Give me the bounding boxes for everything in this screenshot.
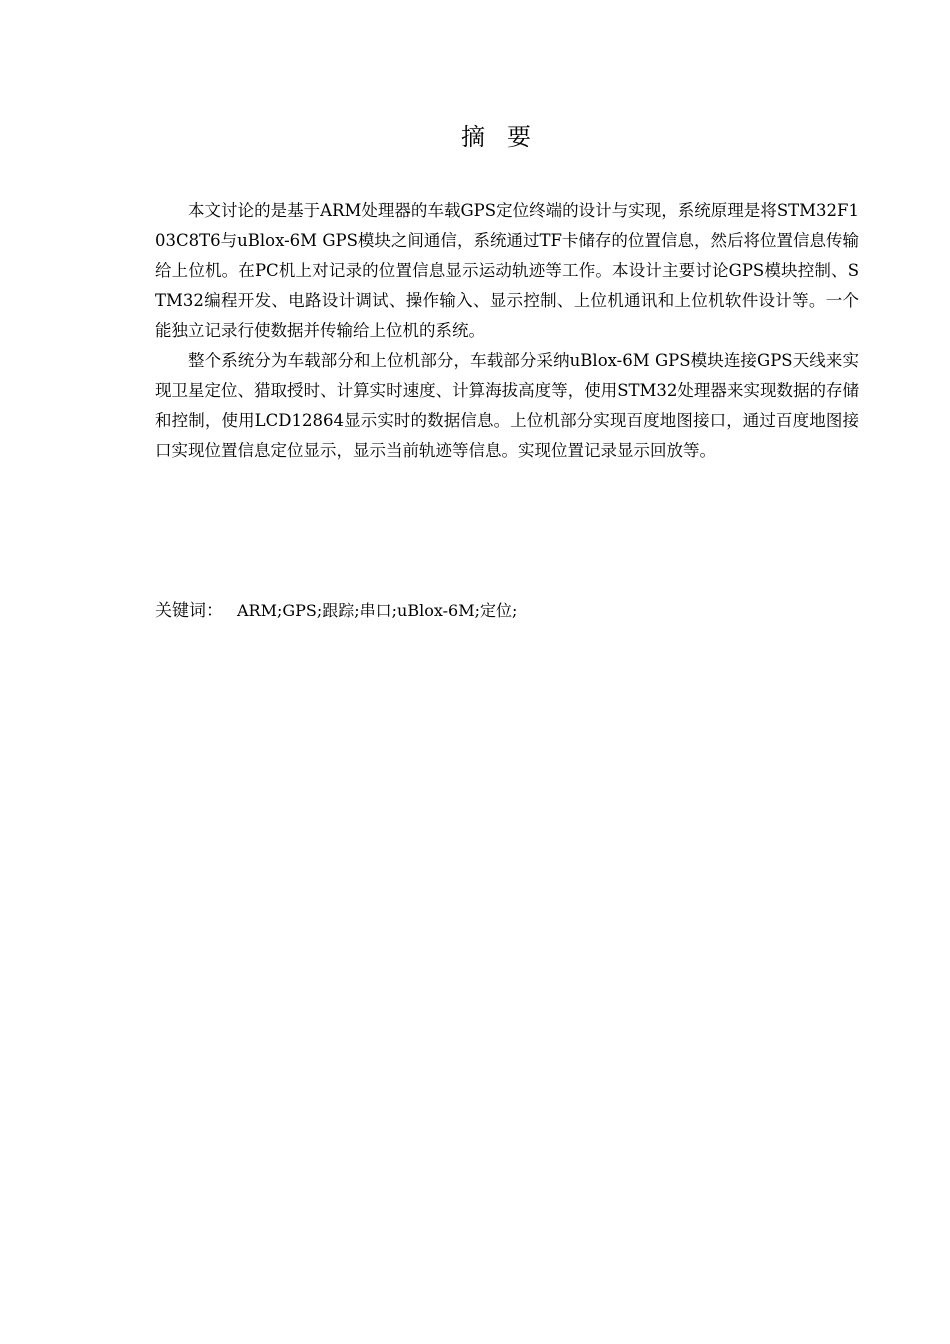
keywords-value: ARM;GPS;跟踪;串口;uBlox-6M;定位; [237, 601, 518, 620]
keywords-line [155, 596, 859, 626]
abstract-paragraph-2: 整个系统分为车载部分和上位机部分，车载部分采纳uBlox-6M GPS模块连接GPS天线来实现卫星定位、猎取授时、计算实时速度、计算海拔高度等，使用STM32处理器来实现数据的存储和控制，使用LCD12864显示实时的数据信息。上位机部分实现百度地图接口，通过百度地图接口实现位置信息定位显示，显示当前轨迹等信息。实现位置记录显示回放等。 [155, 351, 859, 460]
keywords-label: 关键词： [155, 601, 223, 621]
page-title: 摘要 [461, 123, 553, 151]
abstract-paragraph-1: 本文讨论的是基于ARM处理器的车载GPS定位终端的设计与实现，系统原理是将STM32F103C8T6与uBlox-6M GPS模块之间通信，系统通过TF卡储存的位置信息，然后将位置信息传输给上位机。在PC机上对记录的位置信息显示运动轨迹等工作。本设计主要讨论GPS模块控制、STM32编程开发、电路设计调试、操作输入、显示控制、上位机通讯和上位机软件设计等。一个能独立记录行使数据并传输给上位机的系统。 [155, 201, 859, 340]
abstract-body [155, 196, 859, 466]
